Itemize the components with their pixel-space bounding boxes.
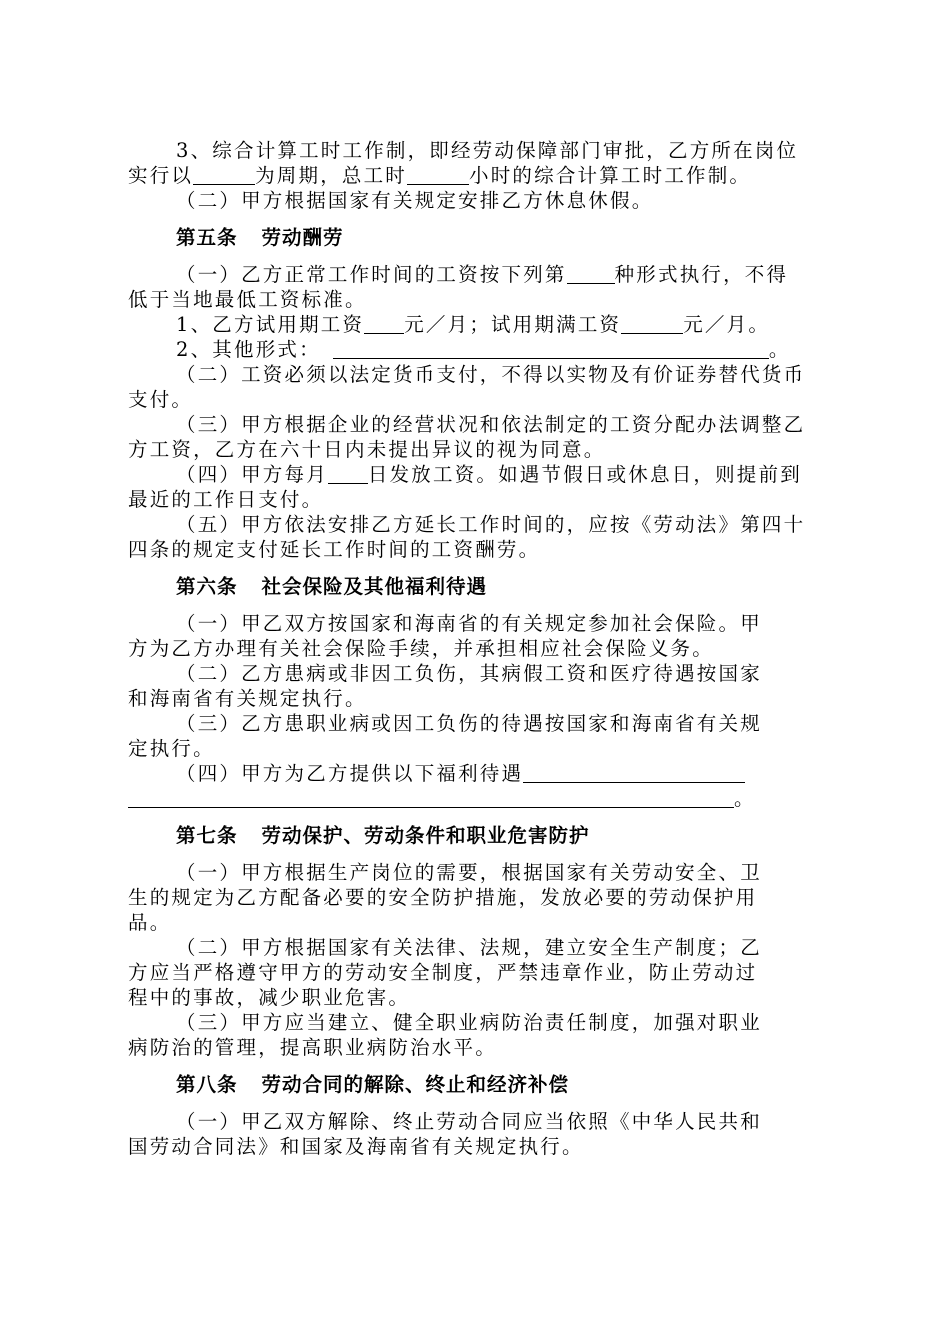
paragraph-line: 和海南省有关规定执行。: [128, 687, 367, 710]
section-heading: 第六条 社会保险及其他福利待遇: [176, 575, 488, 598]
paragraph-line: （三）乙方患职业病或因工负伤的待遇按国家和海南省有关规: [176, 712, 762, 735]
paragraph-line: （四）甲方为乙方提供以下福利待遇: [176, 761, 745, 787]
section-heading: 第五条 劳动酬劳: [176, 226, 344, 249]
paragraph-line: 方工资，乙方在六十日内未提出异议的视为同意。: [128, 438, 606, 461]
paragraph-line: （四）甲方每月 日发放工资。如遇节假日或休息日，则提前到: [176, 463, 802, 486]
section-heading: 第七条 劳动保护、劳动条件和职业危害防护: [176, 824, 590, 847]
paragraph-line: （三）甲方应当建立、健全职业病防治责任制度，加强对职业: [176, 1011, 762, 1034]
paragraph-line: 方应当严格遵守甲方的劳动安全制度，严禁违章作业，防止劳动过: [128, 961, 758, 984]
fill-blank[interactable]: [567, 263, 615, 284]
paragraph-line: 1、乙方试用期工资 元／月；试用期满工资 元／月。: [176, 313, 771, 336]
fill-blank[interactable]: [407, 164, 469, 185]
paragraph-line: 定执行。: [128, 737, 215, 760]
paragraph-line: （二）甲方根据国家有关规定安排乙方休息休假。: [176, 189, 654, 212]
paragraph-line: （二）乙方患病或非因工负伤，其病假工资和医疗待遇按国家: [176, 662, 762, 685]
fill-blank[interactable]: [193, 164, 255, 185]
fill-blank[interactable]: [333, 338, 769, 359]
paragraph-line: 实行以 为周期，总工时 小时的综合计算工时工作制。: [128, 164, 752, 187]
paragraph-line: 四条的规定支付延长工作时间的工资酬劳。: [128, 538, 541, 561]
fill-blank[interactable]: [621, 313, 683, 334]
paragraph-line: （三）甲方根据企业的经营状况和依法制定的工资分配办法调整乙: [176, 413, 806, 436]
fill-blank[interactable]: [364, 313, 404, 334]
paragraph-line: 最近的工作日支付。: [128, 488, 324, 511]
paragraph-line: 病防治的管理，提高职业病防治水平。: [128, 1036, 497, 1059]
fill-blank[interactable]: [128, 787, 734, 808]
paragraph-line: 国劳动合同法》和国家及海南省有关规定执行。: [128, 1135, 584, 1158]
paragraph-line: 程中的事故，减少职业危害。: [128, 986, 411, 1009]
paragraph-line: 3、综合计算工时工作制，即经劳动保障部门审批，乙方所在岗位: [176, 139, 799, 162]
paragraph-line: （一）甲方根据生产岗位的需要，根据国家有关劳动安全、卫: [176, 861, 762, 884]
paragraph-line: （二）甲方根据国家有关法律、法规，建立安全生产制度；乙: [176, 936, 762, 959]
paragraph-line: 品。: [128, 911, 172, 934]
paragraph-line: （一）甲乙双方解除、终止劳动合同应当依照《中华人民共和: [176, 1110, 762, 1133]
paragraph-line: （一）乙方正常工作时间的工资按下列第 种形式执行，不得: [176, 263, 789, 286]
paragraph-line: 生的规定为乙方配备必要的安全防护措施，发放必要的劳动保护用: [128, 886, 758, 909]
paragraph-line: 支付。: [128, 388, 194, 411]
fill-blank[interactable]: [523, 762, 745, 783]
paragraph-line: 。: [128, 786, 756, 812]
paragraph-line: （二）工资必须以法定货币支付，不得以实物及有价证券替代货币: [176, 363, 806, 386]
paragraph-line: 方为乙方办理有关社会保险手续，并承担相应社会保险义务。: [128, 637, 714, 660]
fill-blank[interactable]: [328, 463, 368, 484]
paragraph-line: 低于当地最低工资标准。: [128, 288, 367, 311]
paragraph-line: 2、其他形式： 。: [176, 338, 791, 361]
paragraph-line: （一）甲乙双方按国家和海南省的有关规定参加社会保险。甲: [176, 612, 762, 635]
section-heading: 第八条 劳动合同的解除、终止和经济补偿: [176, 1073, 570, 1096]
paragraph-line: （五）甲方依法安排乙方延长工作时间的，应按《劳动法》第四十: [176, 513, 806, 536]
